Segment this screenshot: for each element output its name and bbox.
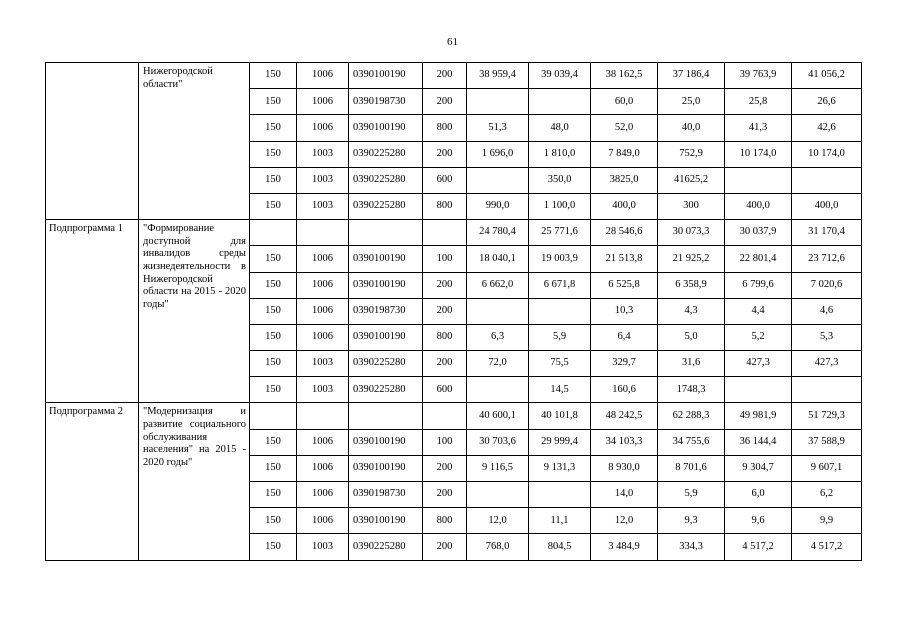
table-row [46, 403, 862, 429]
target-article-code-cell: 0390100190 [349, 246, 423, 272]
expense-type-code-cell: 200 [423, 89, 467, 115]
value-2017-cell: 38 162,5 [591, 63, 658, 89]
table-row [46, 63, 862, 89]
target-article-code-cell: 0390100190 [349, 429, 423, 455]
value-2018-cell: 752,9 [658, 141, 725, 167]
target-article-code-cell: 0390225280 [349, 351, 423, 377]
value-2017-cell: 400,0 [591, 193, 658, 219]
target-article-code-cell: 0390100190 [349, 272, 423, 298]
value-2016-cell: 11,1 [529, 508, 591, 534]
value-2018-cell: 1748,3 [658, 377, 725, 403]
value-2020-cell: 400,0 [792, 193, 862, 219]
section-code-cell: 1006 [297, 272, 349, 298]
grbs-code-cell: 150 [250, 429, 297, 455]
target-article-code-cell: 0390225280 [349, 534, 423, 560]
program-name-cell: Подпрограмма 1 [46, 220, 139, 403]
value-2020-cell: 41 056,2 [792, 63, 862, 89]
grbs-code-cell: 150 [250, 89, 297, 115]
value-2020-cell: 9 607,1 [792, 455, 862, 481]
target-article-code-cell: 0390198730 [349, 89, 423, 115]
value-2015-cell [467, 167, 529, 193]
value-2016-cell: 5,9 [529, 324, 591, 350]
value-2019-cell: 30 037,9 [725, 220, 792, 246]
value-2015-cell: 9 116,5 [467, 455, 529, 481]
grbs-code-cell: 150 [250, 193, 297, 219]
expense-type-code-cell: 200 [423, 455, 467, 481]
value-2015-cell: 18 040,1 [467, 246, 529, 272]
value-2015-cell: 6 662,0 [467, 272, 529, 298]
expense-type-code-cell: 200 [423, 534, 467, 560]
value-2015-cell: 24 780,4 [467, 220, 529, 246]
value-2015-cell [467, 298, 529, 324]
value-2020-cell: 42,6 [792, 115, 862, 141]
value-2016-cell: 14,5 [529, 377, 591, 403]
expense-type-code-cell: 100 [423, 246, 467, 272]
value-2016-cell: 6 671,8 [529, 272, 591, 298]
target-article-code-cell: 0390225280 [349, 193, 423, 219]
value-2017-cell: 60,0 [591, 89, 658, 115]
value-2015-cell: 30 703,6 [467, 429, 529, 455]
value-2018-cell: 4,3 [658, 298, 725, 324]
value-2019-cell: 41,3 [725, 115, 792, 141]
target-article-code-cell: 0390100190 [349, 455, 423, 481]
grbs-code-cell: 150 [250, 508, 297, 534]
value-2015-cell: 6,3 [467, 324, 529, 350]
section-code-cell: 1003 [297, 167, 349, 193]
table-row [46, 220, 862, 246]
section-code-cell: 1006 [297, 482, 349, 508]
value-2018-cell: 41625,2 [658, 167, 725, 193]
value-2020-cell: 5,3 [792, 324, 862, 350]
value-2019-cell: 49 981,9 [725, 403, 792, 429]
expense-type-code-cell: 600 [423, 167, 467, 193]
value-2016-cell: 48,0 [529, 115, 591, 141]
value-2018-cell: 34 755,6 [658, 429, 725, 455]
grbs-code-cell: 150 [250, 377, 297, 403]
section-code-cell: 1006 [297, 429, 349, 455]
grbs-code-cell: 150 [250, 455, 297, 481]
value-2016-cell [529, 298, 591, 324]
value-2019-cell: 6,0 [725, 482, 792, 508]
value-2020-cell: 6,2 [792, 482, 862, 508]
value-2018-cell: 30 073,3 [658, 220, 725, 246]
value-2017-cell: 28 546,6 [591, 220, 658, 246]
value-2019-cell: 6 799,6 [725, 272, 792, 298]
value-2020-cell: 9,9 [792, 508, 862, 534]
section-code-cell [297, 403, 349, 429]
section-code-cell: 1006 [297, 508, 349, 534]
value-2018-cell: 31,6 [658, 351, 725, 377]
value-2020-cell: 10 174,0 [792, 141, 862, 167]
value-2015-cell: 40 600,1 [467, 403, 529, 429]
value-2018-cell: 8 701,6 [658, 455, 725, 481]
page-number: 61 [447, 36, 458, 48]
value-2019-cell: 5,2 [725, 324, 792, 350]
value-2016-cell: 19 003,9 [529, 246, 591, 272]
value-2015-cell: 38 959,4 [467, 63, 529, 89]
grbs-code-cell: 150 [250, 167, 297, 193]
value-2018-cell: 21 925,2 [658, 246, 725, 272]
grbs-code-cell: 150 [250, 534, 297, 560]
value-2016-cell: 75,5 [529, 351, 591, 377]
expense-type-code-cell: 100 [423, 429, 467, 455]
section-code-cell: 1006 [297, 63, 349, 89]
value-2019-cell: 10 174,0 [725, 141, 792, 167]
grbs-code-cell: 150 [250, 324, 297, 350]
expense-type-code-cell: 200 [423, 141, 467, 167]
value-2017-cell: 14,0 [591, 482, 658, 508]
expense-type-code-cell: 200 [423, 63, 467, 89]
value-2020-cell: 23 712,6 [792, 246, 862, 272]
value-2018-cell: 334,3 [658, 534, 725, 560]
value-2016-cell: 350,0 [529, 167, 591, 193]
grbs-code-cell: 150 [250, 351, 297, 377]
expense-type-code-cell: 200 [423, 351, 467, 377]
value-2019-cell: 427,3 [725, 351, 792, 377]
value-2017-cell: 48 242,5 [591, 403, 658, 429]
value-2015-cell [467, 89, 529, 115]
value-2016-cell [529, 482, 591, 508]
value-2018-cell: 62 288,3 [658, 403, 725, 429]
value-2019-cell: 36 144,4 [725, 429, 792, 455]
value-2017-cell: 6 525,8 [591, 272, 658, 298]
value-2017-cell: 12,0 [591, 508, 658, 534]
table-body [46, 63, 862, 561]
expense-type-code-cell: 200 [423, 272, 467, 298]
value-2019-cell: 25,8 [725, 89, 792, 115]
grbs-code-cell: 150 [250, 63, 297, 89]
value-2015-cell: 51,3 [467, 115, 529, 141]
grbs-code-cell: 150 [250, 482, 297, 508]
section-code-cell: 1006 [297, 115, 349, 141]
value-2018-cell: 37 186,4 [658, 63, 725, 89]
target-article-code-cell: 0390198730 [349, 298, 423, 324]
value-2017-cell: 160,6 [591, 377, 658, 403]
value-2020-cell: 4,6 [792, 298, 862, 324]
value-2019-cell: 4 517,2 [725, 534, 792, 560]
value-2016-cell: 1 810,0 [529, 141, 591, 167]
value-2017-cell: 10,3 [591, 298, 658, 324]
value-2015-cell [467, 377, 529, 403]
value-2017-cell: 329,7 [591, 351, 658, 377]
program-name-cell: Подпрограмма 2 [46, 403, 139, 560]
expense-type-code-cell [423, 403, 467, 429]
value-2017-cell: 21 513,8 [591, 246, 658, 272]
expense-type-code-cell: 800 [423, 193, 467, 219]
value-2017-cell: 3 484,9 [591, 534, 658, 560]
target-article-code-cell [349, 220, 423, 246]
grbs-code-cell [250, 220, 297, 246]
value-2018-cell: 9,3 [658, 508, 725, 534]
target-article-code-cell: 0390225280 [349, 167, 423, 193]
program-description-cell: "Модернизация и развитие социального обслуживания населения" на 2015 - 2020 годы" [139, 403, 250, 560]
value-2019-cell [725, 377, 792, 403]
section-code-cell: 1006 [297, 455, 349, 481]
value-2015-cell: 1 696,0 [467, 141, 529, 167]
section-code-cell: 1003 [297, 141, 349, 167]
grbs-code-cell: 150 [250, 272, 297, 298]
value-2017-cell: 34 103,3 [591, 429, 658, 455]
value-2020-cell: 427,3 [792, 351, 862, 377]
section-code-cell: 1006 [297, 89, 349, 115]
section-code-cell: 1003 [297, 534, 349, 560]
section-code-cell [297, 220, 349, 246]
expense-type-code-cell: 800 [423, 508, 467, 534]
value-2019-cell: 4,4 [725, 298, 792, 324]
value-2019-cell: 39 763,9 [725, 63, 792, 89]
program-description-cell: "Формирование доступной для инвалидов среды жизнедеятельности в Нижегородской области на 2015 - 2020 годы" [139, 220, 250, 403]
value-2019-cell [725, 167, 792, 193]
target-article-code-cell: 0390225280 [349, 141, 423, 167]
section-code-cell: 1003 [297, 351, 349, 377]
value-2017-cell: 7 849,0 [591, 141, 658, 167]
target-article-code-cell: 0390100190 [349, 508, 423, 534]
value-2016-cell: 804,5 [529, 534, 591, 560]
value-2018-cell: 5,0 [658, 324, 725, 350]
value-2016-cell: 25 771,6 [529, 220, 591, 246]
grbs-code-cell: 150 [250, 246, 297, 272]
value-2016-cell: 1 100,0 [529, 193, 591, 219]
expense-type-code-cell: 800 [423, 115, 467, 141]
value-2017-cell: 3825,0 [591, 167, 658, 193]
program-description-cell: Нижегородской области" [139, 63, 250, 220]
value-2015-cell: 768,0 [467, 534, 529, 560]
value-2020-cell: 7 020,6 [792, 272, 862, 298]
program-name-cell [46, 63, 139, 220]
target-article-code-cell: 0390198730 [349, 482, 423, 508]
grbs-code-cell: 150 [250, 141, 297, 167]
target-article-code-cell [349, 403, 423, 429]
budget-table [45, 62, 862, 561]
value-2015-cell: 12,0 [467, 508, 529, 534]
value-2020-cell: 51 729,3 [792, 403, 862, 429]
value-2016-cell: 9 131,3 [529, 455, 591, 481]
value-2020-cell: 4 517,2 [792, 534, 862, 560]
value-2016-cell: 29 999,4 [529, 429, 591, 455]
value-2019-cell: 9,6 [725, 508, 792, 534]
value-2019-cell: 9 304,7 [725, 455, 792, 481]
value-2015-cell: 990,0 [467, 193, 529, 219]
expense-type-code-cell: 600 [423, 377, 467, 403]
section-code-cell: 1006 [297, 298, 349, 324]
expense-type-code-cell [423, 220, 467, 246]
grbs-code-cell: 150 [250, 298, 297, 324]
grbs-code-cell: 150 [250, 115, 297, 141]
value-2017-cell: 6,4 [591, 324, 658, 350]
value-2016-cell: 40 101,8 [529, 403, 591, 429]
value-2020-cell [792, 377, 862, 403]
section-code-cell: 1006 [297, 324, 349, 350]
value-2018-cell: 300 [658, 193, 725, 219]
value-2017-cell: 52,0 [591, 115, 658, 141]
value-2016-cell [529, 89, 591, 115]
value-2015-cell: 72,0 [467, 351, 529, 377]
value-2018-cell: 40,0 [658, 115, 725, 141]
target-article-code-cell: 0390225280 [349, 377, 423, 403]
value-2020-cell: 26,6 [792, 89, 862, 115]
target-article-code-cell: 0390100190 [349, 115, 423, 141]
value-2017-cell: 8 930,0 [591, 455, 658, 481]
expense-type-code-cell: 200 [423, 482, 467, 508]
expense-type-code-cell: 200 [423, 298, 467, 324]
value-2015-cell [467, 482, 529, 508]
section-code-cell: 1003 [297, 193, 349, 219]
expense-type-code-cell: 800 [423, 324, 467, 350]
value-2019-cell: 400,0 [725, 193, 792, 219]
section-code-cell: 1003 [297, 377, 349, 403]
value-2016-cell: 39 039,4 [529, 63, 591, 89]
value-2020-cell: 37 588,9 [792, 429, 862, 455]
value-2020-cell: 31 170,4 [792, 220, 862, 246]
section-code-cell: 1006 [297, 246, 349, 272]
value-2018-cell: 5,9 [658, 482, 725, 508]
grbs-code-cell [250, 403, 297, 429]
value-2018-cell: 6 358,9 [658, 272, 725, 298]
value-2019-cell: 22 801,4 [725, 246, 792, 272]
value-2020-cell [792, 167, 862, 193]
value-2018-cell: 25,0 [658, 89, 725, 115]
target-article-code-cell: 0390100190 [349, 63, 423, 89]
target-article-code-cell: 0390100190 [349, 324, 423, 350]
